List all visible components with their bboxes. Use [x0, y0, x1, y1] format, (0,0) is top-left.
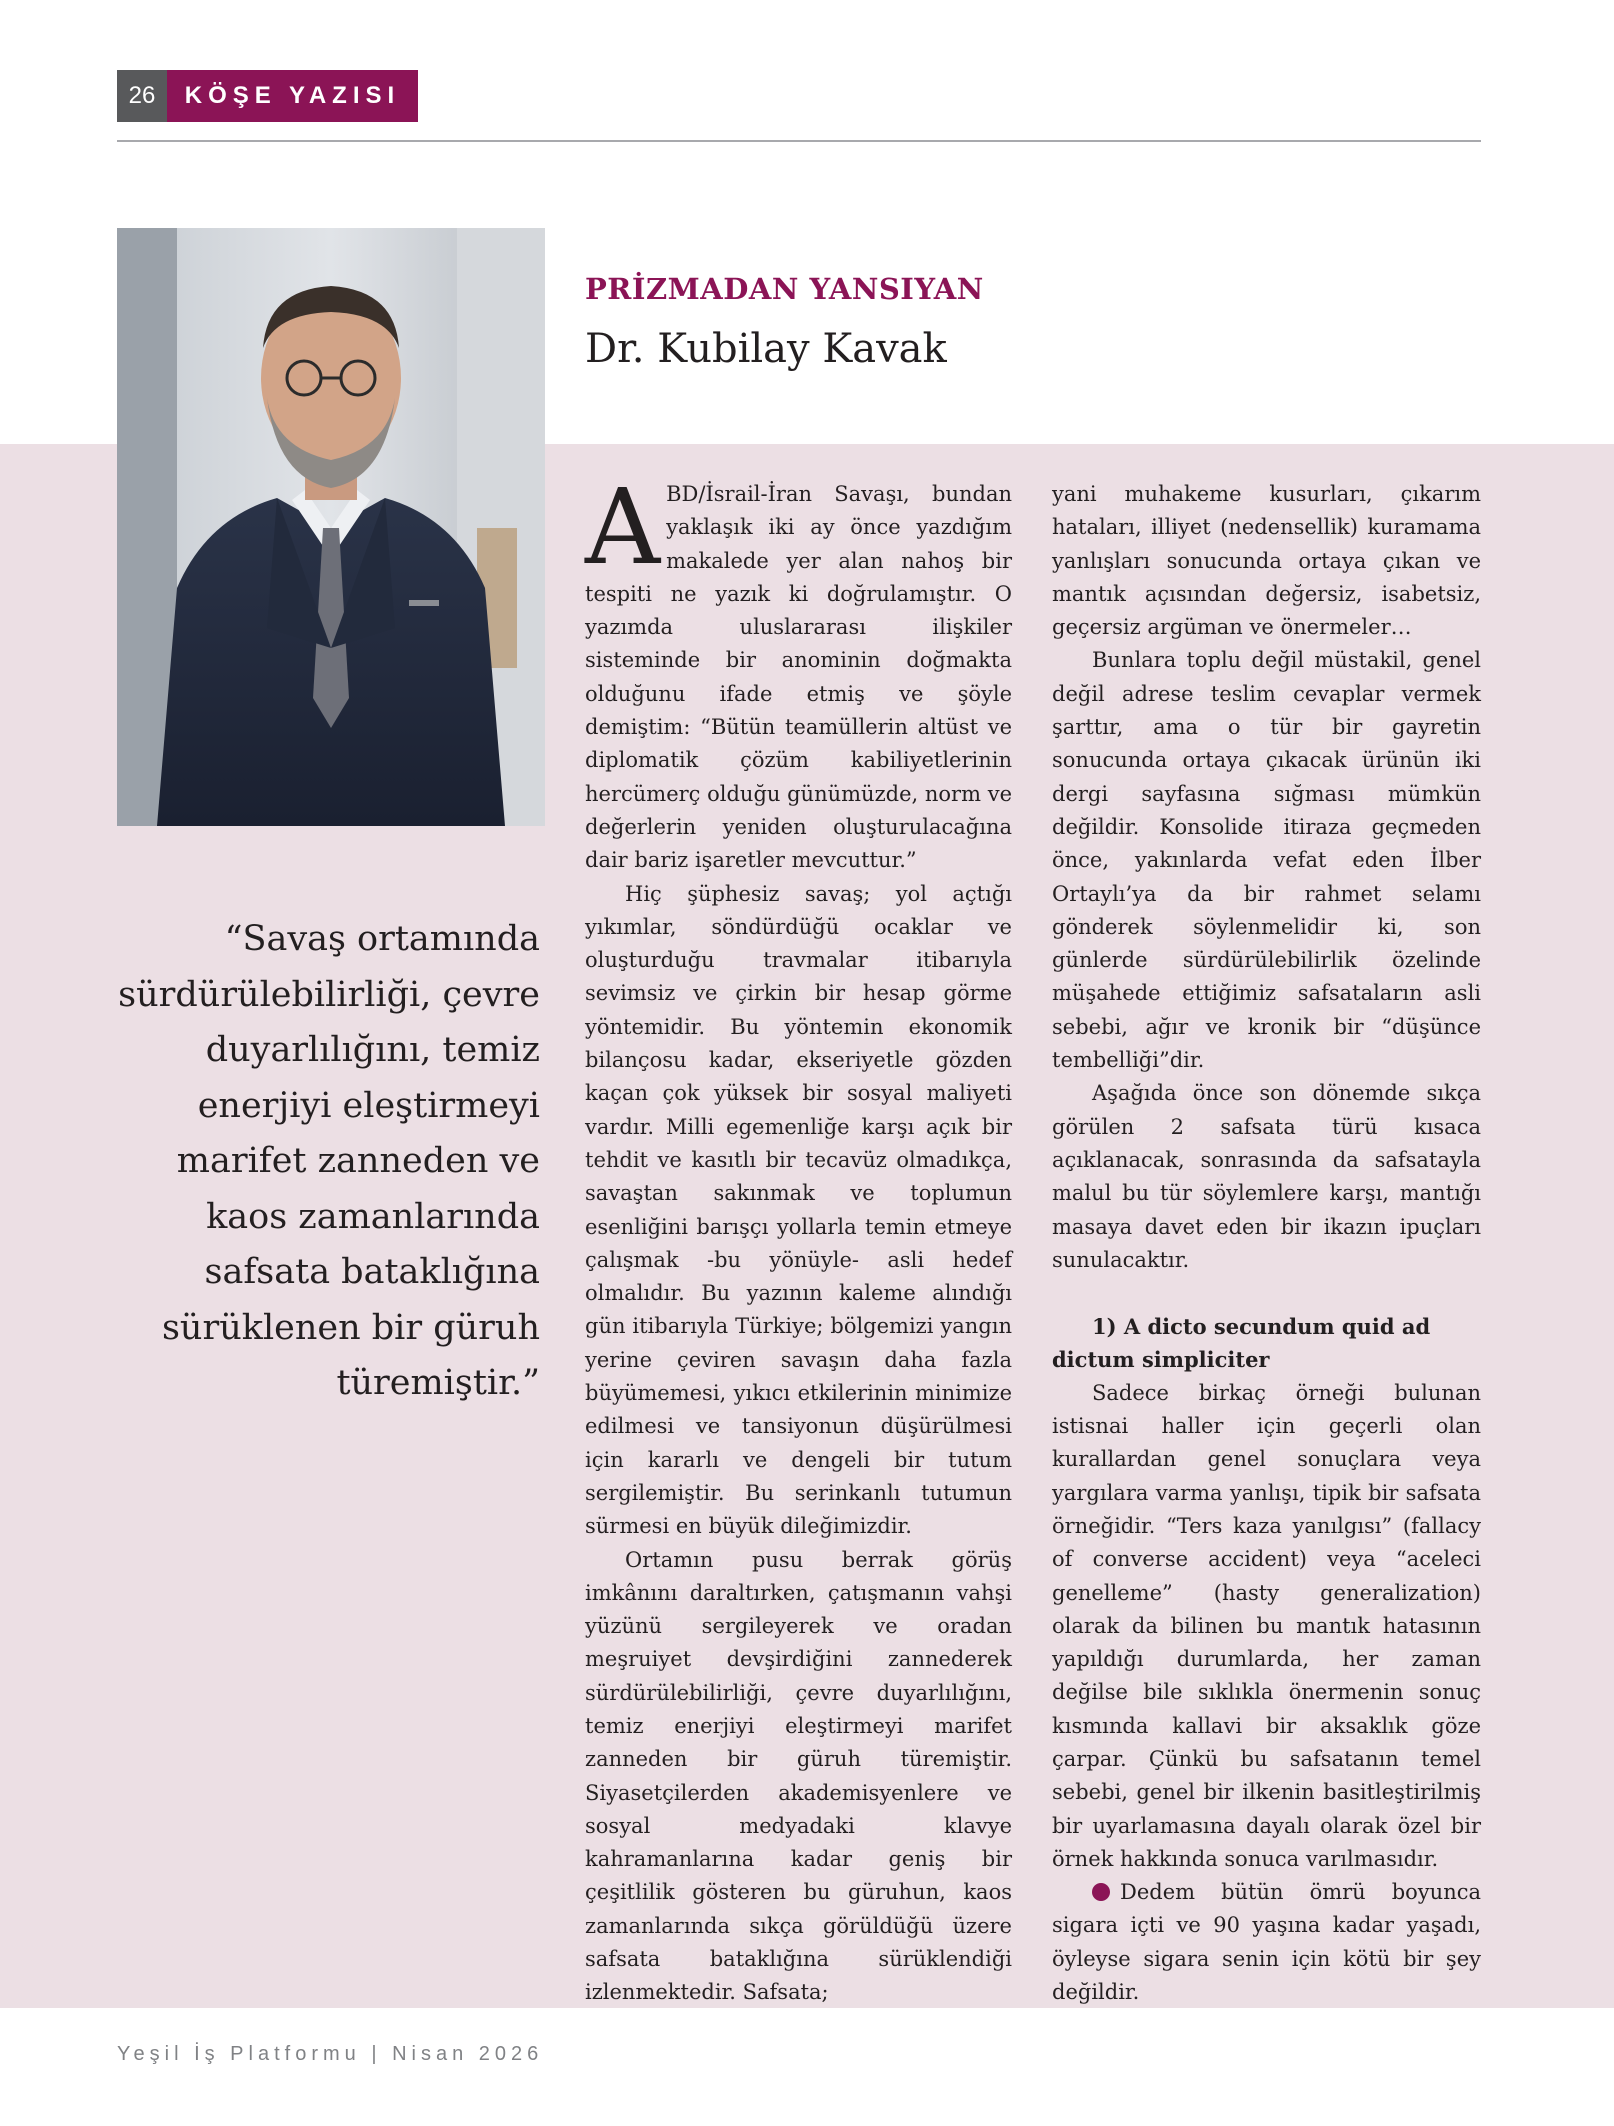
author-photo — [117, 228, 545, 826]
subheading: 1) A dicto secundum quid ad dictum simpliciter — [1052, 1314, 1431, 1373]
paragraph: Bunlara toplu değil müstakil, genel değil adrese teslim cevaplar vermek şarttır, ama o tür bir gayretin sonucunda ortaya çıkacak ürünün iki dergi sayfasına sığması mümkün değildir. Konsolide itiraza geçmeden önce, yakınlarda vefat eden İlber Ortaylı’ya da bir rahmet selamı gönderek söylenmelidir ki, son günlerde sürdürülebilirlik özelinde müşahede ettiğimiz safsataların asli sebebi, ağır ve kronik bir “düşünce tembelliği”dir. — [1052, 648, 1481, 1073]
section-label: KÖŞE YAZISI — [167, 70, 418, 122]
author-name: Dr. Kubilay Kavak — [585, 326, 947, 372]
paragraph: ABD/İsrail-İran Savaşı, bundan yaklaşık iki ay önce yazdığım makalede yer alan nahoş bir tespiti ne yazık ki doğrulamıştır. O yazımda uluslararası ilişkiler sisteminde bir anominin doğmakta olduğunu ifade etmiş ve şöyle demiştim: “Bütün teamüllerin altüst ve diplomatik çözüm kabiliyetlerinin hercümerç olduğu günümüzde, norm ve değerlerin yeniden oluşturulacağına dair bariz işaretler mevcuttur.” — [585, 466, 1012, 873]
page-number: 26 — [117, 70, 167, 122]
paragraph: Ortamın pusu berrak görüş imkânını daraltırken, çatışmanın vahşi yüzünü sergileyerek ve oradan meşruiyet devşirdiğini zannederek sürdürülebilirliği, çevre duyarlılığını, temiz enerjiyi eleştirmeyi marifet zanneden bir güruh türemiştir. Siyasetçilerden akademisyenlere ve sosyal medyadaki klavye kahramanlarına kadar geniş bir çeşitlilik gösteren bu güruhun, kaos zamanlarında sıkça görüldüğü üzere safsata bataklığına sürüklendiği izlenmektedir. Safsata; — [585, 1547, 1012, 2005]
paragraph: Aşağıda önce son dönemde sıkça görülen 2 safsata türü kısaca açıklanacak, sonrasında da safsatayla malul bu tür söylemlere karşı, mantığı masaya davet eden bir ikazın ipuçları sunulacaktır. — [1052, 1081, 1481, 1272]
bullet-item — [1052, 1876, 1481, 2009]
article-column-1 — [585, 466, 1012, 2010]
paragraph: Sadece birkaç örneği bulunan istisnai haller için geçerli olan kurallardan genel sonuçlara veya yargılara varma yanlışı, tipik bir safsata örneğidir. “Ters kaza yanılgısı” (fallacy of converse accident) veya “aceleci genelleme” (hasty generalization) olarak da bilinen bu mantık hatasının yapıldığı durumlarda, her zaman değilse bile sıklıkla önermenin sonuç kısmında kallavi bir aksaklık göze çarpar. Çünkü bu safsatanın temel sebebi, genel bir ilkenin basitleştirilmiş bir uyarlamasına dayalı olarak özel bir örnek hakkında sonuca varılmasıdır. — [1052, 1380, 1481, 1871]
paragraph: Hiç şüphesiz savaş; yol açtığı yıkımlar, söndürdüğü ocaklar ve oluşturduğu travmalar itibarıyla sevimsiz ve çirkin bir hesap görme yöntemidir. Bu yöntemin ekonomik bilançosu kadar, ekseriyetle gözden kaçan çok yüksek bir sosyal maliyeti vardır. Milli egemenliğe karşı açık bir tehdit ve kasıtlı bir tecavüz olmadıkça, savaştan sakınmak ve toplumun esenliğini barışçı yollarla temin etmeye çalışmak -bu yönüyle- asli hedef olmalıdır. Bu yazının kaleme alındığı gün itibarıyla Türkiye; bölgemizi yangın yerine çeviren savaşın daha fazla büyümemesi, yıkıcı etkilerinin minimize edilmesi ve tansiyonun düşürülmesi için kararlı ve dengeli bir tutum sergilemiştir. Bu serinkanlı tutumun sürmesi en büyük dileğimizdir. — [585, 881, 1012, 1539]
column-kicker: PRİZMADAN YANSIYAN — [585, 272, 984, 306]
paragraph: yani muhakeme kusurları, çıkarım hataları, illiyet (nedensellik) kuramama yanlışları sonucunda ortaya çıkan ve mantık açısından değersiz, isabetsiz, geçersiz argüman ve önermeler… — [1052, 482, 1481, 640]
footer: Yeşil İş Platformu | Nisan 2026 — [117, 2043, 544, 2065]
bullet-dot-icon — [1092, 1883, 1110, 1901]
article-column-2 — [1052, 478, 1481, 2009]
bullet-text: Dedem bütün ömrü boyunca sigara içti ve 90 yaşına kadar yaşadı, öyleyse sigara senin için kötü bir şey değildir. — [1052, 1880, 1481, 2005]
pull-quote: “Savaş ortamında sürdürülebilirliği, çevre duyarlılığını, temiz enerjiyi eleştirmeyi marifet zanneden ve kaos zamanlarında safsata bataklığına sürüklenen bir güruh türemiştir.” — [118, 919, 540, 1403]
header-divider — [117, 140, 1481, 142]
